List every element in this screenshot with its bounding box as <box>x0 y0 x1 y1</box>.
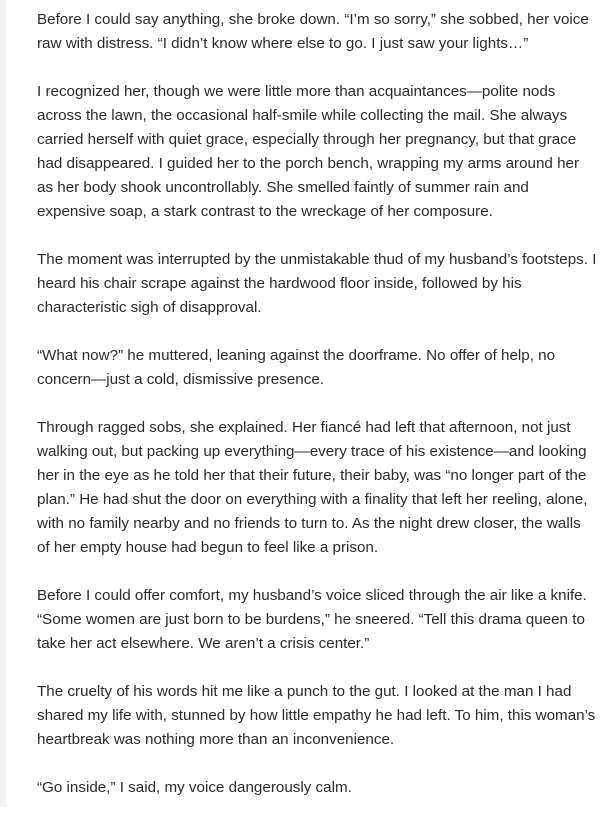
paragraph-3: The moment was interrupted by the unmistakable thud of my husband’s footsteps. I heard his chair scrape against the hardwood floor inside, followed by his characteristic sigh of disapproval. <box>37 251 597 316</box>
left-margin-strip <box>0 0 6 807</box>
paragraph-7: The cruelty of his words hit me like a punch to the gut. I looked at the man I had shared my life with, stunned by how little empathy he had left. To him, this woman’s heartbreak was nothing more than an inconvenience. <box>37 683 596 748</box>
paragraph-1: Before I could say anything, she broke down. “I’m so sorry,” she sobbed, her voice raw with distress. “I didn’t know where else to go. I just saw your lights…” <box>37 11 589 52</box>
paragraph-8: “Go inside,” I said, my voice dangerously calm. <box>37 779 352 796</box>
article-body <box>37 8 597 824</box>
paragraph-5: Through ragged sobs, she explained. Her fiancé had left that afternoon, not just walking out, but packing up everything—every trace of his existence—and looking her in the eye as he told her that their future, their baby, was “no longer part of the plan.” He had shut the door on everything with a finality that left her reeling, alone, with no family nearby and no friends to turn to. As the night drew closer, the walls of her empty house had begun to feel like a prison. <box>37 419 588 556</box>
paragraph-4: “What now?” he muttered, leaning against the doorframe. No offer of help, no concern—just a cold, dismissive presence. <box>37 347 556 388</box>
paragraph-2: I recognized her, though we were little more than acquaintances—polite nods across the lawn, the occasional half-smile while collecting the mail. She always carried herself with quiet grace, especially through her pregnancy, but that grace had disappeared. I guided her to the porch bench, wrapping my arms around her as her body shook uncontrollably. She smelled faintly of summer rain and expensive soap, a stark contrast to the wreckage of her composure. <box>37 83 580 220</box>
paragraph-6: Before I could offer comfort, my husband’s voice sliced through the air like a knife. “Some women are just born to be burdens,” he sneered. “Tell this drama queen to take her act elsewhere. We aren’t a crisis center.” <box>37 587 587 652</box>
